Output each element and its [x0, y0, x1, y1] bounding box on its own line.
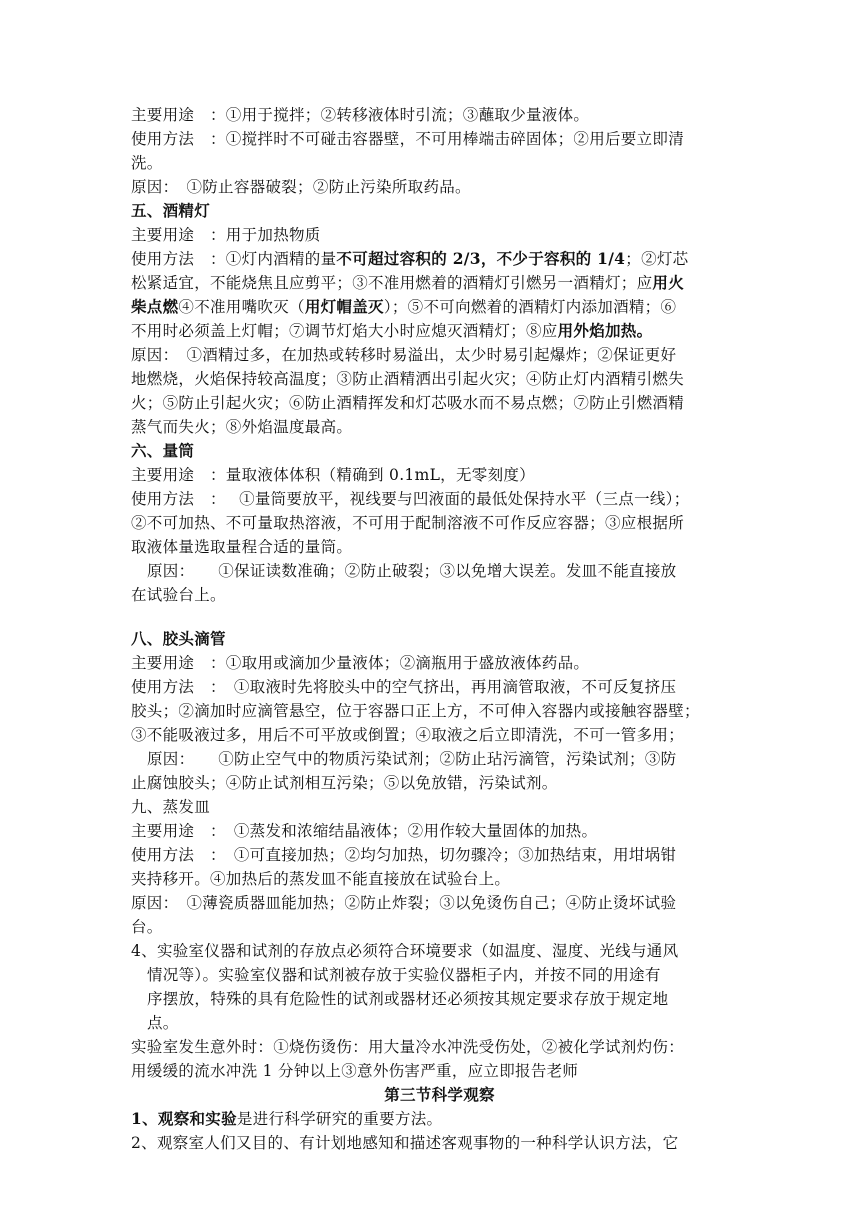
- text-line: 取液体量选取量程合适的量筒。: [131, 538, 353, 556]
- text-line: 主要用途 ： ①蒸发和浓缩结晶液体；②用作较大量固体的加热。: [131, 822, 598, 840]
- text-run: 使用方法 ：①灯内酒精的量: [131, 250, 337, 268]
- text-line: 4、实验室仪器和试剂的存放点必须符合环境要求（如温度、湿度、光线与通风: [131, 942, 679, 960]
- text-line: 地燃烧，火焰保持较高温度；③防止酒精洒出引起火灾；④防止灯内酒精引燃失: [131, 370, 685, 388]
- text-line: [131, 319, 748, 343]
- text-line: 主要用途 ：①用于搅拌；②转移液体时引流；③蘸取少量液体。: [131, 106, 590, 124]
- text-run: ；②灯芯: [625, 250, 689, 268]
- text-line: 2、观察室人们又目的、有计划地感知和描述客观事物的一种科学认识方法，它: [131, 1134, 679, 1152]
- text-line: 火；⑤防止引起火灾；⑥防止酒精挥发和灯芯吸水而不易点燃；⑦防止引燃酒精: [131, 394, 685, 412]
- bold-run: 用火: [652, 273, 685, 292]
- text-line: 原因： ①防止容器破裂；②防止污染所取药品。: [131, 178, 471, 196]
- text-line: 情况等）。实验室仪器和试剂被存放于实验仪器柜子内，并按不同的用途有: [147, 966, 661, 984]
- bold-run: 1、: [131, 1109, 158, 1128]
- text-line: [131, 247, 748, 271]
- text-run: ）；⑤不可向燃着的酒精灯内添加酒精；⑥: [383, 298, 677, 316]
- text-line: 在试验台上。: [131, 586, 226, 604]
- text-line: ③不能吸液过多，用后不可平放或倒置；④取液之后立即清洗，不可一管多用；: [131, 726, 685, 744]
- text-line: 原因： ①薄瓷质器皿能加热；②防止炸裂；③以免烫伤自己；④防止烫坏试验: [131, 894, 677, 912]
- text-line: 洗。: [131, 154, 163, 172]
- section-heading: 六、量筒: [131, 441, 195, 460]
- section-heading: 九、蒸发皿: [131, 798, 211, 816]
- text-line: 胶头；②滴加时应滴管悬空，位于容器口正上方，不可伸入容器内或接触容器壁；: [131, 702, 700, 720]
- section-heading: 八、胶头滴管: [131, 629, 226, 648]
- text-line: 使用方法 ： ①量筒要放平，视线要与凹液面的最低处保持水平（三点一线）；: [131, 490, 690, 508]
- text-line: 使用方法 ： ①可直接加热；②均匀加热，切勿骤冷；③加热结束，用坩埚钳: [131, 846, 677, 864]
- text-line: ②不可加热、不可量取热溶液，不可用于配制溶液不可作反应容器；③应根据所: [131, 514, 685, 532]
- text-run: 松紧适宜，不能烧焦且应剪平；③不准用燃着的酒精灯引燃另一酒精灯；应: [131, 274, 653, 292]
- text-line: 主要用途 ：①取用或滴加少量液体；②滴瓶用于盛放液体药品。: [131, 654, 590, 672]
- text-line: 原因： ①防止空气中的物质污染试剂；②防止玷污滴管，污染试剂；③防: [147, 750, 677, 768]
- blank-line: [131, 607, 748, 627]
- text-line: 序摆放，特殊的具有危险性的试剂或器材还必须按其规定要求存放于规定地: [147, 990, 669, 1008]
- text-line: 止腐蚀胶头；④防止试剂相互污染；⑤以免放错，污染试剂。: [131, 774, 558, 792]
- text-line: 使用方法 ：①搅拌时不可碰击容器壁，不可用棒端击碎固体；②用后要立即清: [131, 130, 685, 148]
- text-line: 点。: [147, 1014, 179, 1032]
- bold-run: 用灯帽盖灭: [304, 297, 384, 316]
- text-line: [131, 295, 748, 319]
- text-line: 使用方法 ： ①取液时先将胶头中的空气挤出，再用滴管取液，不可反复挤压: [131, 678, 677, 696]
- bold-run: 不可超过容积的 2/3，不少于容积的 1/4: [336, 249, 626, 268]
- text-run: 不用时必须盖上灯帽；⑦调节灯焰大小时应熄灭酒精灯；⑧应: [131, 322, 558, 340]
- text-line: 主要用途 ：量取液体体积（精确到 0.1mL，无零刻度）: [131, 466, 535, 484]
- bold-run: 观察和实验: [157, 1109, 237, 1128]
- text-run: 是进行科学研究的重要方法。: [236, 1110, 443, 1128]
- text-line: 原因： ①酒精过多，在加热或转移时易溢出，太少时易引起爆炸；②保证更好: [131, 346, 677, 364]
- section-heading: 五、酒精灯: [131, 201, 211, 220]
- text-line: [131, 271, 748, 295]
- section-title: 第三节科学观察: [384, 1085, 495, 1104]
- bold-run: 用外焰加热。: [557, 321, 653, 340]
- text-line: 用缓缓的流水冲洗 1 分钟以上③意外伤害严重，应立即报告老师: [131, 1062, 579, 1080]
- text-line: 蒸气而失火；⑧外焰温度最高。: [131, 418, 353, 436]
- text-line: 夹持移开。④加热后的蒸发皿不能直接放在试验台上。: [131, 870, 511, 888]
- text-line: 原因： ①保证读数准确；②防止破裂；③以免增大误差。发皿不能直接放: [147, 562, 677, 580]
- text-line: 台。: [131, 918, 163, 936]
- text-run: ④不准用嘴吹灭（: [178, 298, 305, 316]
- text-line: 主要用途 ：用于加热物质: [131, 226, 321, 244]
- bold-run: 柴点燃: [131, 297, 179, 316]
- text-line: 实验室发生意外时：①烧伤烫伤：用大量冷水冲洗受伤处，②被化学试剂灼伤：: [131, 1038, 685, 1056]
- text-line: [131, 1107, 748, 1131]
